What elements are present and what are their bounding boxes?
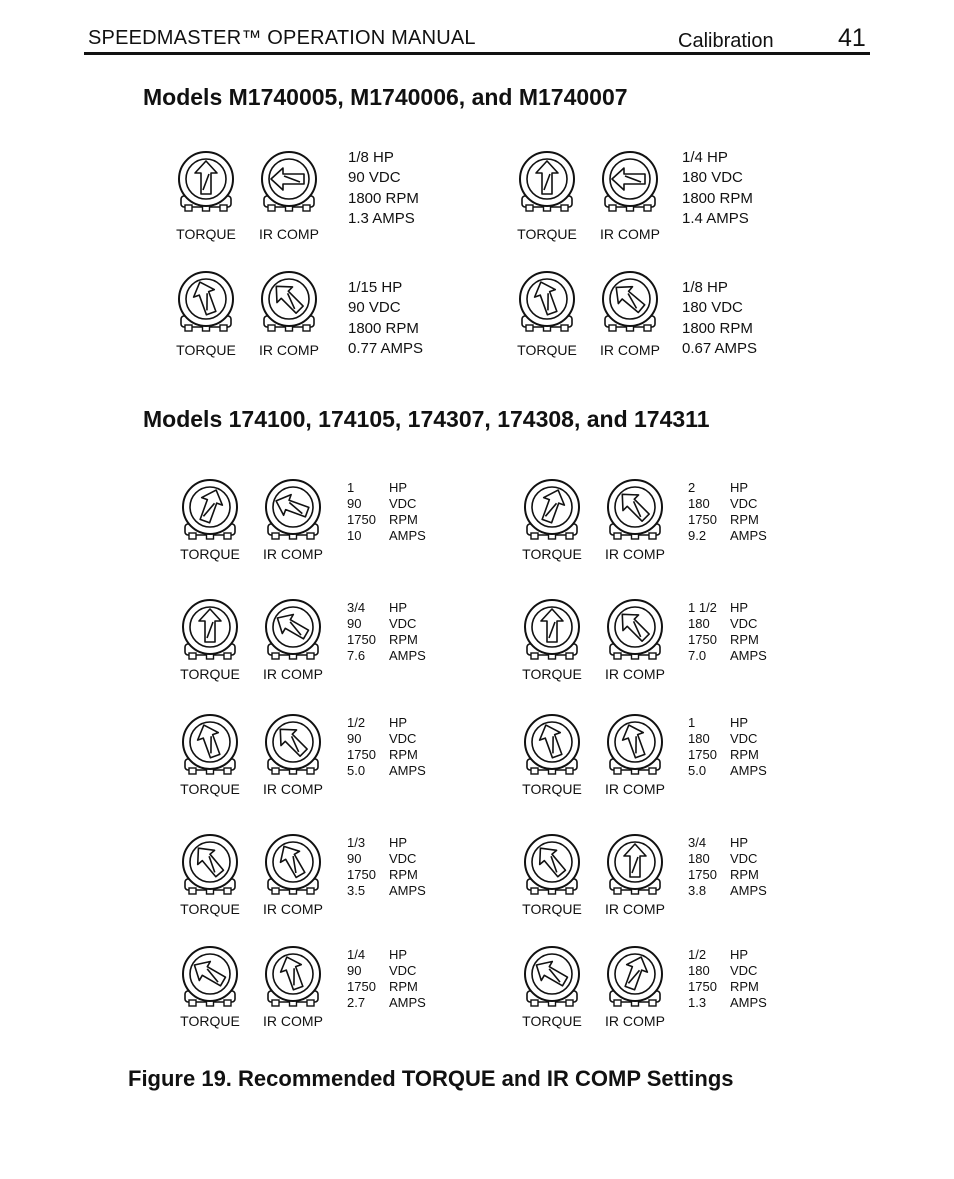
torque-pot-icon [521, 713, 583, 779]
ir-comp-label: IR COMP [263, 901, 323, 917]
spec-value: 7.0 [688, 648, 707, 663]
spec-unit: RPM [730, 979, 759, 994]
motor-spec-block [688, 480, 767, 544]
manual-title: SPEEDMASTER™ OPERATION MANUAL [88, 27, 476, 49]
ir-comp-label: IR COMP [605, 546, 665, 562]
spec-value: 1/4 [347, 947, 366, 962]
ir-comp-label: IR COMP [263, 781, 323, 797]
spec-value: 180 [688, 851, 710, 866]
torque-dial-icon [179, 833, 241, 899]
spec-value: 3/4 [347, 600, 366, 615]
torque-dial-icon [516, 270, 578, 336]
spec-row [347, 747, 426, 763]
torque-pot-icon [179, 598, 241, 664]
spec-value: 180 [688, 496, 710, 511]
ir-comp-pot-icon [604, 713, 666, 779]
spec-row [347, 867, 426, 883]
ir-comp-label: IR COMP [605, 781, 665, 797]
spec-unit: RPM [389, 747, 418, 762]
spec-row [347, 963, 426, 979]
spec-unit: RPM [389, 512, 418, 527]
spec-line: 1800 RPM [682, 319, 753, 337]
torque-dial-icon [179, 478, 241, 544]
ir-comp-label: IR COMP [605, 901, 665, 917]
spec-value: 1.3 [688, 995, 707, 1010]
spec-value: 1750 [688, 512, 717, 527]
spec-row [688, 616, 767, 632]
ir-comp-label: IR COMP [263, 546, 323, 562]
spec-value: 3.5 [347, 883, 366, 898]
spec-value: 1750 [688, 632, 717, 647]
motor-spec-block [347, 480, 426, 544]
spec-unit: VDC [389, 731, 417, 746]
spec-row [347, 496, 426, 512]
spec-unit: HP [730, 835, 749, 850]
spec-unit: RPM [730, 867, 759, 882]
torque-label: TORQUE [176, 342, 236, 358]
spec-value: 5.0 [347, 763, 366, 778]
torque-dial-icon [179, 945, 241, 1011]
ir-comp-pot-icon [604, 598, 666, 664]
ir-comp-dial-icon [262, 478, 324, 544]
spec-row [688, 763, 767, 779]
spec-row [688, 851, 767, 867]
motor-spec-block [347, 715, 426, 779]
spec-unit: HP [730, 715, 749, 730]
spec-line: 1/8 HP [682, 279, 728, 296]
ir-comp-pot-icon [262, 478, 324, 544]
ir-comp-dial-icon [599, 270, 661, 336]
ir-comp-pot-icon [262, 598, 324, 664]
spec-unit: AMPS [389, 528, 426, 543]
ir-comp-pot-icon [604, 945, 666, 1011]
ir-comp-pot-icon [604, 478, 666, 544]
spec-value: 1/3 [347, 835, 366, 850]
torque-dial-icon [521, 945, 583, 1011]
torque-label: TORQUE [522, 666, 582, 682]
torque-label: TORQUE [180, 781, 240, 797]
ir-comp-label: IR COMP [605, 1013, 665, 1029]
spec-line: 0.67 AMPS [682, 339, 758, 357]
torque-label: TORQUE [522, 781, 582, 797]
spec-unit: AMPS [389, 763, 426, 778]
torque-pot-icon [179, 713, 241, 779]
spec-value: 5.0 [688, 763, 707, 778]
spec-unit: HP [389, 600, 408, 615]
spec-value: 1750 [347, 747, 376, 762]
torque-label: TORQUE [176, 226, 236, 242]
spec-line: 1800 RPM [682, 189, 753, 207]
motor-spec-block [347, 947, 426, 1011]
ir-comp-dial-icon [262, 945, 324, 1011]
spec-row [347, 979, 426, 995]
spec-row [688, 963, 767, 979]
torque-dial-icon [521, 598, 583, 664]
spec-row [347, 528, 426, 544]
spec-unit: VDC [389, 496, 417, 511]
spec-unit: VDC [389, 963, 417, 978]
motor-spec-block [348, 278, 423, 359]
spec-row [688, 995, 767, 1011]
spec-value: 3.8 [688, 883, 707, 898]
spec-value: 2 [688, 480, 696, 495]
ir-comp-dial-icon [599, 150, 661, 216]
spec-row [688, 528, 767, 544]
torque-dial-icon [179, 713, 241, 779]
spec-row [688, 731, 767, 747]
spec-line: 1/15 HP [348, 279, 403, 296]
spec-line: 1.4 AMPS [682, 209, 749, 227]
spec-unit: VDC [389, 851, 417, 866]
spec-value: 90 [347, 496, 362, 511]
spec-unit: AMPS [730, 995, 767, 1010]
spec-value: 1 1/2 [688, 600, 717, 615]
spec-row [347, 835, 426, 851]
spec-value: 1/2 [688, 947, 707, 962]
spec-unit: RPM [730, 632, 759, 647]
torque-pot-icon [521, 598, 583, 664]
ir-comp-label: IR COMP [263, 666, 323, 682]
spec-value: 90 [347, 616, 362, 631]
spec-unit: AMPS [389, 995, 426, 1010]
spec-row [347, 480, 426, 496]
spec-value: 90 [347, 731, 362, 746]
figure-caption: Figure 19. Recommended TORQUE and IR COMP Settings [128, 1066, 734, 1091]
torque-pot-icon [521, 478, 583, 544]
spec-value: 3/4 [688, 835, 707, 850]
torque-label: TORQUE [522, 1013, 582, 1029]
spec-row [347, 883, 426, 899]
spec-unit: AMPS [389, 648, 426, 663]
ir-comp-label: IR COMP [605, 666, 665, 682]
motor-spec-block [688, 600, 767, 664]
torque-label: TORQUE [180, 666, 240, 682]
ir-comp-dial-icon [604, 598, 666, 664]
spec-unit: VDC [730, 963, 758, 978]
spec-value: 9.2 [688, 528, 707, 543]
spec-unit: HP [730, 947, 749, 962]
torque-label: TORQUE [522, 901, 582, 917]
torque-dial-icon [521, 478, 583, 544]
spec-unit: HP [730, 480, 749, 495]
ir-comp-dial-icon [604, 478, 666, 544]
spec-row [347, 648, 426, 664]
torque-dial-icon [175, 270, 237, 336]
spec-value: 1 [347, 480, 355, 495]
page-number: 41 [838, 24, 866, 52]
spec-row [688, 715, 767, 731]
spec-value: 180 [688, 616, 710, 631]
spec-value: 7.6 [347, 648, 366, 663]
ir-comp-pot-icon [262, 833, 324, 899]
spec-line: 1/4 HP [682, 149, 728, 166]
spec-unit: VDC [730, 616, 758, 631]
motor-spec-block [348, 148, 419, 229]
spec-value: 1750 [347, 979, 376, 994]
spec-value: 90 [347, 963, 362, 978]
section1-heading: Models M1740005, M1740006, and M1740007 [143, 84, 628, 110]
torque-label: TORQUE [180, 546, 240, 562]
spec-row [688, 979, 767, 995]
spec-line: 0.77 AMPS [348, 339, 424, 357]
spec-row [347, 512, 426, 528]
spec-line: 1800 RPM [348, 189, 419, 207]
ir-comp-pot-icon [604, 833, 666, 899]
spec-row [688, 883, 767, 899]
spec-value: 1750 [347, 867, 376, 882]
spec-line: 1/8 HP [348, 149, 394, 166]
spec-value: 180 [688, 731, 710, 746]
spec-unit: VDC [730, 851, 758, 866]
spec-value: 2.7 [347, 995, 366, 1010]
motor-spec-block [688, 715, 767, 779]
spec-unit: HP [389, 835, 408, 850]
spec-unit: RPM [730, 512, 759, 527]
header-rule [84, 52, 870, 55]
ir-comp-label: IR COMP [600, 226, 660, 242]
spec-row [347, 715, 426, 731]
torque-dial-icon [521, 713, 583, 779]
torque-dial-icon [516, 150, 578, 216]
spec-unit: AMPS [730, 883, 767, 898]
spec-row [688, 648, 767, 664]
ir-comp-label: IR COMP [600, 342, 660, 358]
motor-spec-block [688, 835, 767, 899]
ir-comp-pot-icon [258, 150, 320, 216]
spec-unit: AMPS [389, 883, 426, 898]
ir-comp-dial-icon [262, 833, 324, 899]
torque-dial-icon [175, 150, 237, 216]
torque-pot-icon [521, 945, 583, 1011]
motor-spec-block [682, 278, 757, 359]
spec-value: 10 [347, 528, 362, 543]
spec-unit: RPM [389, 867, 418, 882]
spec-row [347, 995, 426, 1011]
ir-comp-label: IR COMP [263, 1013, 323, 1029]
spec-unit: HP [389, 947, 408, 962]
torque-label: TORQUE [517, 226, 577, 242]
motor-spec-block [347, 835, 426, 899]
spec-value: 180 [688, 963, 710, 978]
torque-pot-icon [521, 833, 583, 899]
torque-label: TORQUE [180, 1013, 240, 1029]
ir-comp-dial-icon [262, 598, 324, 664]
torque-pot-icon [179, 478, 241, 544]
spec-row [347, 851, 426, 867]
spec-row [688, 947, 767, 963]
motor-spec-block [347, 600, 426, 664]
spec-line: 90 VDC [348, 169, 401, 187]
spec-unit: HP [730, 600, 749, 615]
spec-unit: RPM [389, 632, 418, 647]
ir-comp-label: IR COMP [259, 226, 319, 242]
ir-comp-dial-icon [604, 713, 666, 779]
spec-value: 1/2 [347, 715, 366, 730]
spec-row [347, 600, 426, 616]
spec-row [688, 512, 767, 528]
motor-spec-block [688, 947, 767, 1011]
ir-comp-pot-icon [262, 713, 324, 779]
torque-dial-icon [521, 833, 583, 899]
spec-row [347, 632, 426, 648]
ir-comp-label: IR COMP [259, 342, 319, 358]
spec-unit: VDC [730, 731, 758, 746]
spec-value: 1750 [347, 512, 376, 527]
spec-value: 1750 [688, 867, 717, 882]
spec-row [347, 947, 426, 963]
spec-unit: VDC [389, 616, 417, 631]
torque-pot-icon [175, 270, 237, 336]
torque-pot-icon [179, 945, 241, 1011]
ir-comp-dial-icon [604, 945, 666, 1011]
spec-row [688, 480, 767, 496]
spec-row [688, 600, 767, 616]
torque-label: TORQUE [180, 901, 240, 917]
section2-heading: Models 174100, 174105, 174307, 174308, and 174311 [143, 406, 710, 432]
spec-row [347, 616, 426, 632]
spec-value: 1750 [347, 632, 376, 647]
spec-line: 1800 RPM [348, 319, 419, 337]
torque-label: TORQUE [517, 342, 577, 358]
torque-pot-icon [179, 833, 241, 899]
spec-unit: HP [389, 480, 408, 495]
ir-comp-pot-icon [599, 270, 661, 336]
ir-comp-dial-icon [604, 833, 666, 899]
spec-row [347, 731, 426, 747]
torque-dial-icon [179, 598, 241, 664]
spec-unit: RPM [389, 979, 418, 994]
spec-unit: HP [389, 715, 408, 730]
spec-value: 1 [688, 715, 696, 730]
spec-value: 1750 [688, 747, 717, 762]
spec-row [688, 496, 767, 512]
spec-unit: AMPS [730, 528, 767, 543]
spec-unit: VDC [730, 496, 758, 511]
ir-comp-pot-icon [258, 270, 320, 336]
spec-line: 1.3 AMPS [348, 209, 415, 227]
spec-unit: AMPS [730, 648, 767, 663]
torque-label: TORQUE [522, 546, 582, 562]
ir-comp-dial-icon [258, 150, 320, 216]
section-name: Calibration [678, 30, 774, 52]
spec-value: 90 [347, 851, 362, 866]
spec-line: 180 VDC [682, 169, 743, 187]
ir-comp-dial-icon [262, 713, 324, 779]
spec-unit: AMPS [730, 763, 767, 778]
spec-line: 90 VDC [348, 299, 401, 317]
torque-pot-icon [516, 270, 578, 336]
ir-comp-pot-icon [599, 150, 661, 216]
torque-pot-icon [175, 150, 237, 216]
ir-comp-pot-icon [262, 945, 324, 1011]
spec-unit: RPM [730, 747, 759, 762]
motor-spec-block [682, 148, 753, 229]
spec-row [688, 747, 767, 763]
spec-row [688, 835, 767, 851]
spec-line: 180 VDC [682, 299, 743, 317]
spec-value: 1750 [688, 979, 717, 994]
torque-pot-icon [516, 150, 578, 216]
spec-row [347, 763, 426, 779]
ir-comp-dial-icon [258, 270, 320, 336]
spec-row [688, 867, 767, 883]
spec-row [688, 632, 767, 648]
